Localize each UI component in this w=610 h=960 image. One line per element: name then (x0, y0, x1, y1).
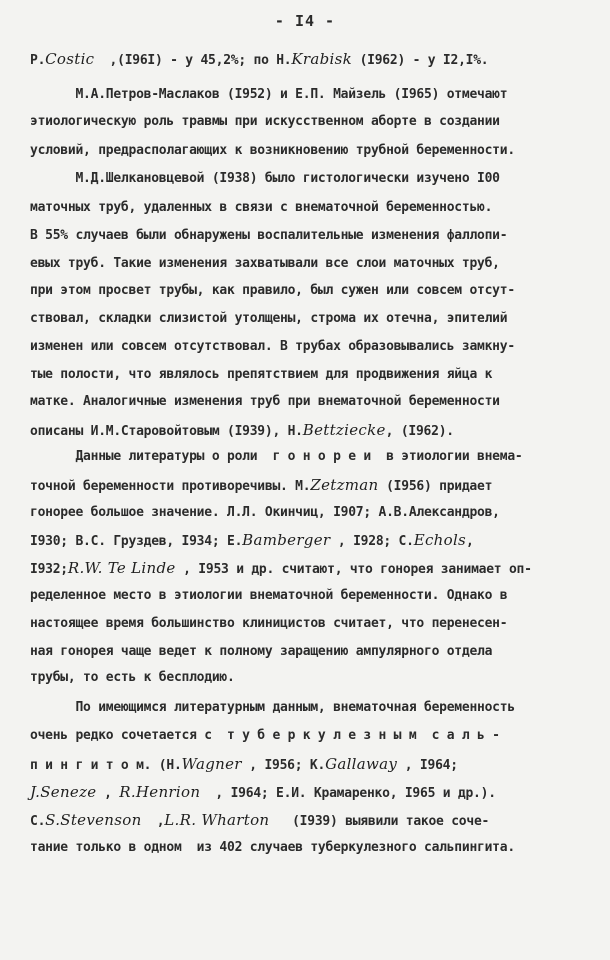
typed-text: описаны И.М.Старовойтовым (I939), Н. (30, 424, 303, 439)
text-line (30, 808, 580, 834)
typed-text: (I956) придает (378, 479, 493, 494)
typed-text: тые полости, что являлось препятствием для продвижения яйца к (30, 367, 493, 382)
text-line (30, 473, 580, 499)
typed-text: ствовал, складки слизистой утолщены, строма их отечна, эпителий (30, 311, 508, 326)
handwritten-name: Bamberger (242, 531, 331, 549)
typed-text: , I964; Е.И. Крамаренко, I965 и др.). (200, 786, 496, 801)
text-line (30, 724, 580, 748)
handwritten-name: R.Henrion (119, 783, 201, 801)
typed-text: I930; В.С. Груздев, I934; Е. (30, 534, 243, 549)
text-line (30, 752, 580, 778)
text-line (30, 110, 580, 134)
handwritten-name: Bettziecke (302, 421, 386, 439)
text-line (30, 640, 580, 664)
typed-text: , (141, 814, 165, 829)
typed-text: С. (30, 814, 46, 829)
typed-text: I932; (30, 562, 68, 577)
text-line (30, 363, 580, 387)
typed-text: ределенное место в этиологии внематочной беременности. Однако в (30, 588, 508, 603)
typed-text: Данные литературы о роли г о н о р е и в этиологии внема- (30, 449, 523, 464)
typed-text: , (I962). (385, 424, 454, 439)
handwritten-name: Krabisk (291, 50, 352, 68)
typed-text: М.Д.Шелкановцевой (I938) было гистологически изучено I00 (30, 171, 500, 186)
typed-text: п и н г и т о м. (Н. (30, 758, 182, 773)
typed-text: маточных труб, удаленных в связи с внематочной беременностью. (30, 200, 493, 215)
handwritten-name: J.Seneze (30, 783, 97, 801)
text-line (30, 279, 580, 303)
typed-text: По имеющимся литературным данным, внематочная беременность (30, 700, 515, 715)
typed-text: евых труб. Такие изменения захватывали все слои маточных труб, (30, 256, 500, 271)
handwritten-name: Gallaway (325, 755, 398, 773)
text-line (30, 666, 580, 690)
typed-text: изменен или совсем отсутствовал. В трубах образовывались замкну- (30, 339, 515, 354)
text-line (30, 528, 580, 554)
typed-text: , I928; С. (330, 534, 414, 549)
text-line (30, 224, 580, 248)
text-line (30, 780, 580, 806)
typed-text: (I962) - у I2,I%. (352, 53, 489, 68)
typed-text: настоящее время большинство клиницистов считает, что перенесен- (30, 616, 508, 631)
text-line (30, 196, 580, 220)
handwritten-name: Echols (413, 531, 467, 549)
handwritten-name: L.R. Wharton (164, 811, 270, 829)
handwritten-name: Wagner (181, 755, 242, 773)
page-number: - I4 - (274, 12, 336, 30)
handwritten-name: S.Stevenson (45, 811, 142, 829)
typed-text: , (96, 786, 120, 801)
typed-text: матке. Аналогичные изменения труб при внематочной беременности (30, 394, 500, 409)
handwritten-name: Costic (45, 50, 95, 68)
typed-text: , I964; (397, 758, 458, 773)
text-line (30, 418, 580, 444)
text-line (30, 307, 580, 331)
typed-text: условий, предрасполагающих к возникновению трубной беременности. (30, 143, 515, 158)
text-line (30, 139, 580, 163)
typed-text: ,(I96I) - у 45,2%; по Н. (94, 53, 292, 68)
text-line (30, 83, 580, 107)
typed-text: при этом просвет трубы, как правило, был сужен или совсем отсут- (30, 283, 515, 298)
handwritten-name: Zetzman (310, 476, 379, 494)
typed-text: гонорее большое значение. Л.Л. Окинчиц, I907; А.В.Александров, (30, 505, 500, 520)
typed-text: этиологическую роль травмы при искусственном аборте в создании (30, 114, 500, 129)
text-line (30, 335, 580, 359)
text-line (30, 501, 580, 525)
typed-text: , I956; К. (241, 758, 326, 773)
typed-text: очень редко сочетается с т у б е р к у л е з н ы м с а л ь - (30, 728, 500, 743)
text-line (30, 390, 580, 414)
text-line (30, 612, 580, 636)
handwritten-name: R.W. Te Linde (67, 559, 176, 577)
typed-text: тание только в одном из 402 случаев туберкулезного сальпингита. (30, 840, 515, 855)
text-line (30, 836, 580, 860)
typed-text: , (466, 534, 474, 549)
text-line (30, 584, 580, 608)
text-line (30, 167, 580, 191)
typed-text: точной беременности противоречивы. М. (30, 479, 311, 494)
typed-text: P. (30, 53, 46, 68)
text-line (30, 696, 580, 720)
typed-text: трубы, то есть к бесплодию. (30, 670, 235, 685)
typed-text: , I953 и др. считают, что гонорея занимает оп- (175, 562, 532, 577)
typed-text: (I939) выявили такое сочe- (269, 814, 490, 829)
text-line (30, 252, 580, 276)
text-line (30, 47, 580, 73)
text-line (30, 445, 580, 469)
typed-text: В 55% случаев были обнаружены воспалительные изменения фаллопи- (30, 228, 508, 243)
text-line (30, 556, 580, 582)
typed-text: М.А.Петров-Маслаков (I952) и Е.П. Майзель (I965) отмечают (30, 87, 508, 102)
typed-text: ная гонорея чаще ведет к полному заращению ампулярного отдела (30, 644, 493, 659)
